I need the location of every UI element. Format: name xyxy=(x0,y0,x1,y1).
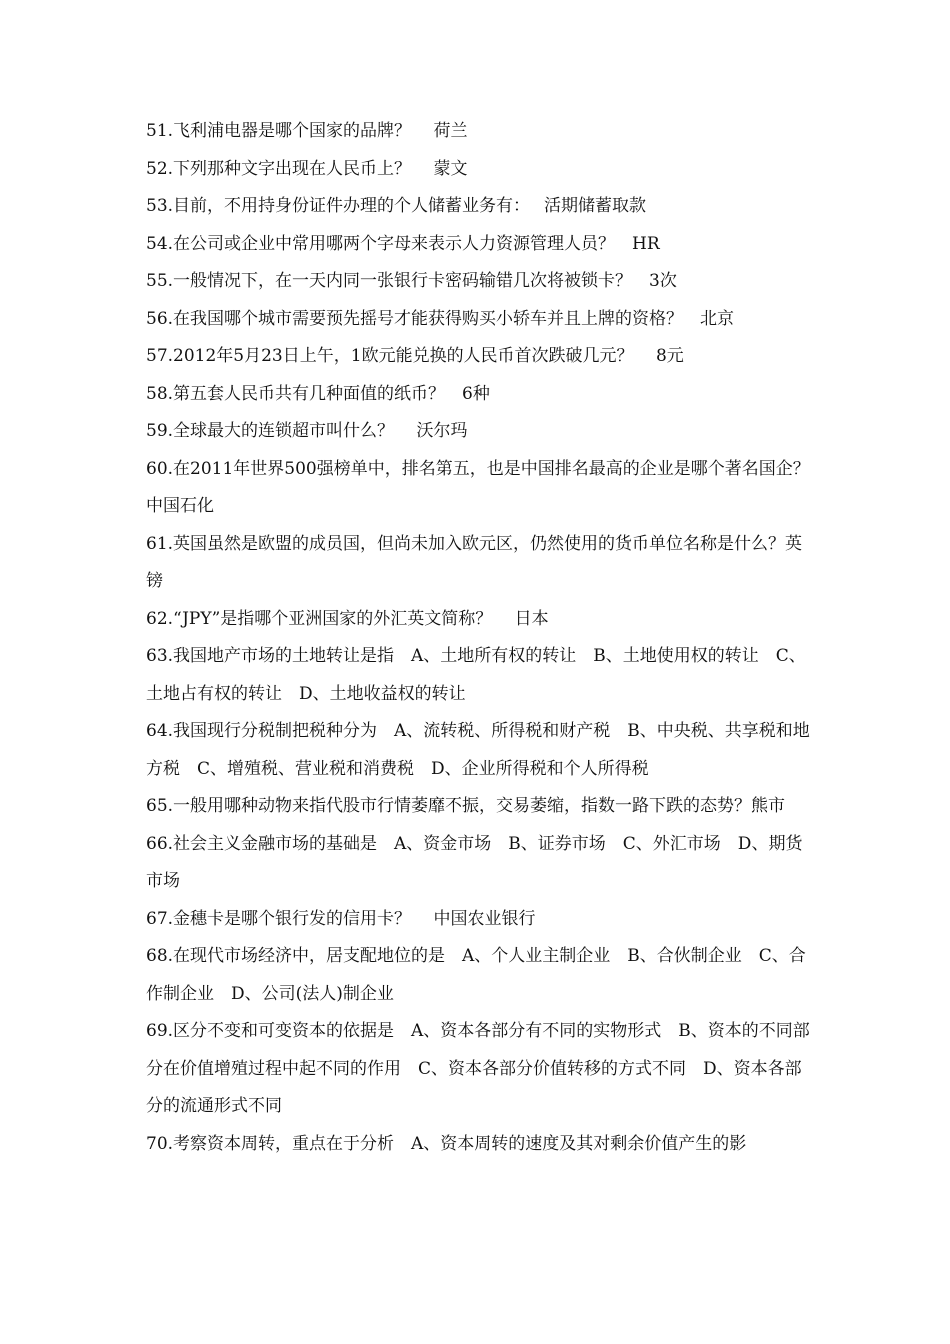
question-item: 55.一般情况下，在一天内同一张银行卡密码输错几次将被锁卡？ 3次 xyxy=(146,271,677,291)
question-item: 59.全球最大的连锁超市叫什么？ 沃尔玛 xyxy=(146,421,468,441)
question-item: 66.社会主义金融市场的基础是 A、资金市场 B、证券市场 C、外汇市场 D、期货市场 xyxy=(146,833,803,891)
question-item: 64.我国现行分税制把税种分为 A、流转税、所得税和财产税 B、中央税、共享税和地方税 C、增殖税、营业税和消费税 D、企业所得税和个人所得税 xyxy=(146,721,810,779)
question-item: 60.在2011年世界500强榜单中，排名第五，也是中国排名最高的企业是哪个著名国企？ 中国石化 xyxy=(146,458,833,516)
question-item: 65.一般用哪种动物来指代股市行情萎靡不振，交易萎缩，指数一路下跌的态势？熊市 xyxy=(146,796,786,816)
question-item: 67.金穗卡是哪个银行发的信用卡？ 中国农业银行 xyxy=(146,908,536,929)
question-item: 69.区分不变和可变资本的依据是 A、资本各部分有不同的实物形式 B、资本的不同部分在价值增殖过程中起不同的作用 C、资本各部分价值转移的方式不同 D、资本各部分的流通形式不同 xyxy=(146,1021,810,1116)
question-item: 62.“JPY”是指哪个亚洲国家的外汇英文简称？ 日本 xyxy=(146,608,549,629)
question-item: 57.2012年5月23日上午，1欧元能兑换的人民币首次跌破几元？ 8元 xyxy=(146,346,684,366)
question-item: 52.下列那种文字出现在人民币上？ 蒙文 xyxy=(146,158,468,179)
question-item: 68.在现代市场经济中，居支配地位的是 A、个人业主制企业 B、合伙制企业 C、合作制企业 D、公司(法人)制企业 xyxy=(146,946,806,1004)
question-item: 61.英国虽然是欧盟的成员国，但尚未加入欧元区，仍然使用的货币单位名称是什么？英镑 xyxy=(146,533,803,591)
question-item: 63.我国地产市场的土地转让是指 A、土地所有权的转让 B、土地使用权的转让 C、土地占有权的转让 D、土地收益权的转让 xyxy=(146,646,806,704)
question-item: 58.第五套人民币共有几种面值的纸币？ 6种 xyxy=(146,383,490,404)
question-item: 54.在公司或企业中常用哪两个字母来表示人力资源管理人员？ HR xyxy=(146,233,660,254)
document-page xyxy=(146,113,833,1163)
question-item: 53.目前，不用持身份证件办理的个人储蓄业务有： 活期储蓄取款 xyxy=(146,196,646,216)
question-item: 70.考察资本周转，重点在于分析 A、资本周转的速度及其对剩余价值产生的影 xyxy=(146,1133,747,1154)
question-item: 51.飞利浦电器是哪个国家的品牌？ 荷兰 xyxy=(146,121,468,141)
question-item: 56.在我国哪个城市需要预先摇号才能获得购买小轿车并且上牌的资格？ 北京 xyxy=(146,308,735,329)
